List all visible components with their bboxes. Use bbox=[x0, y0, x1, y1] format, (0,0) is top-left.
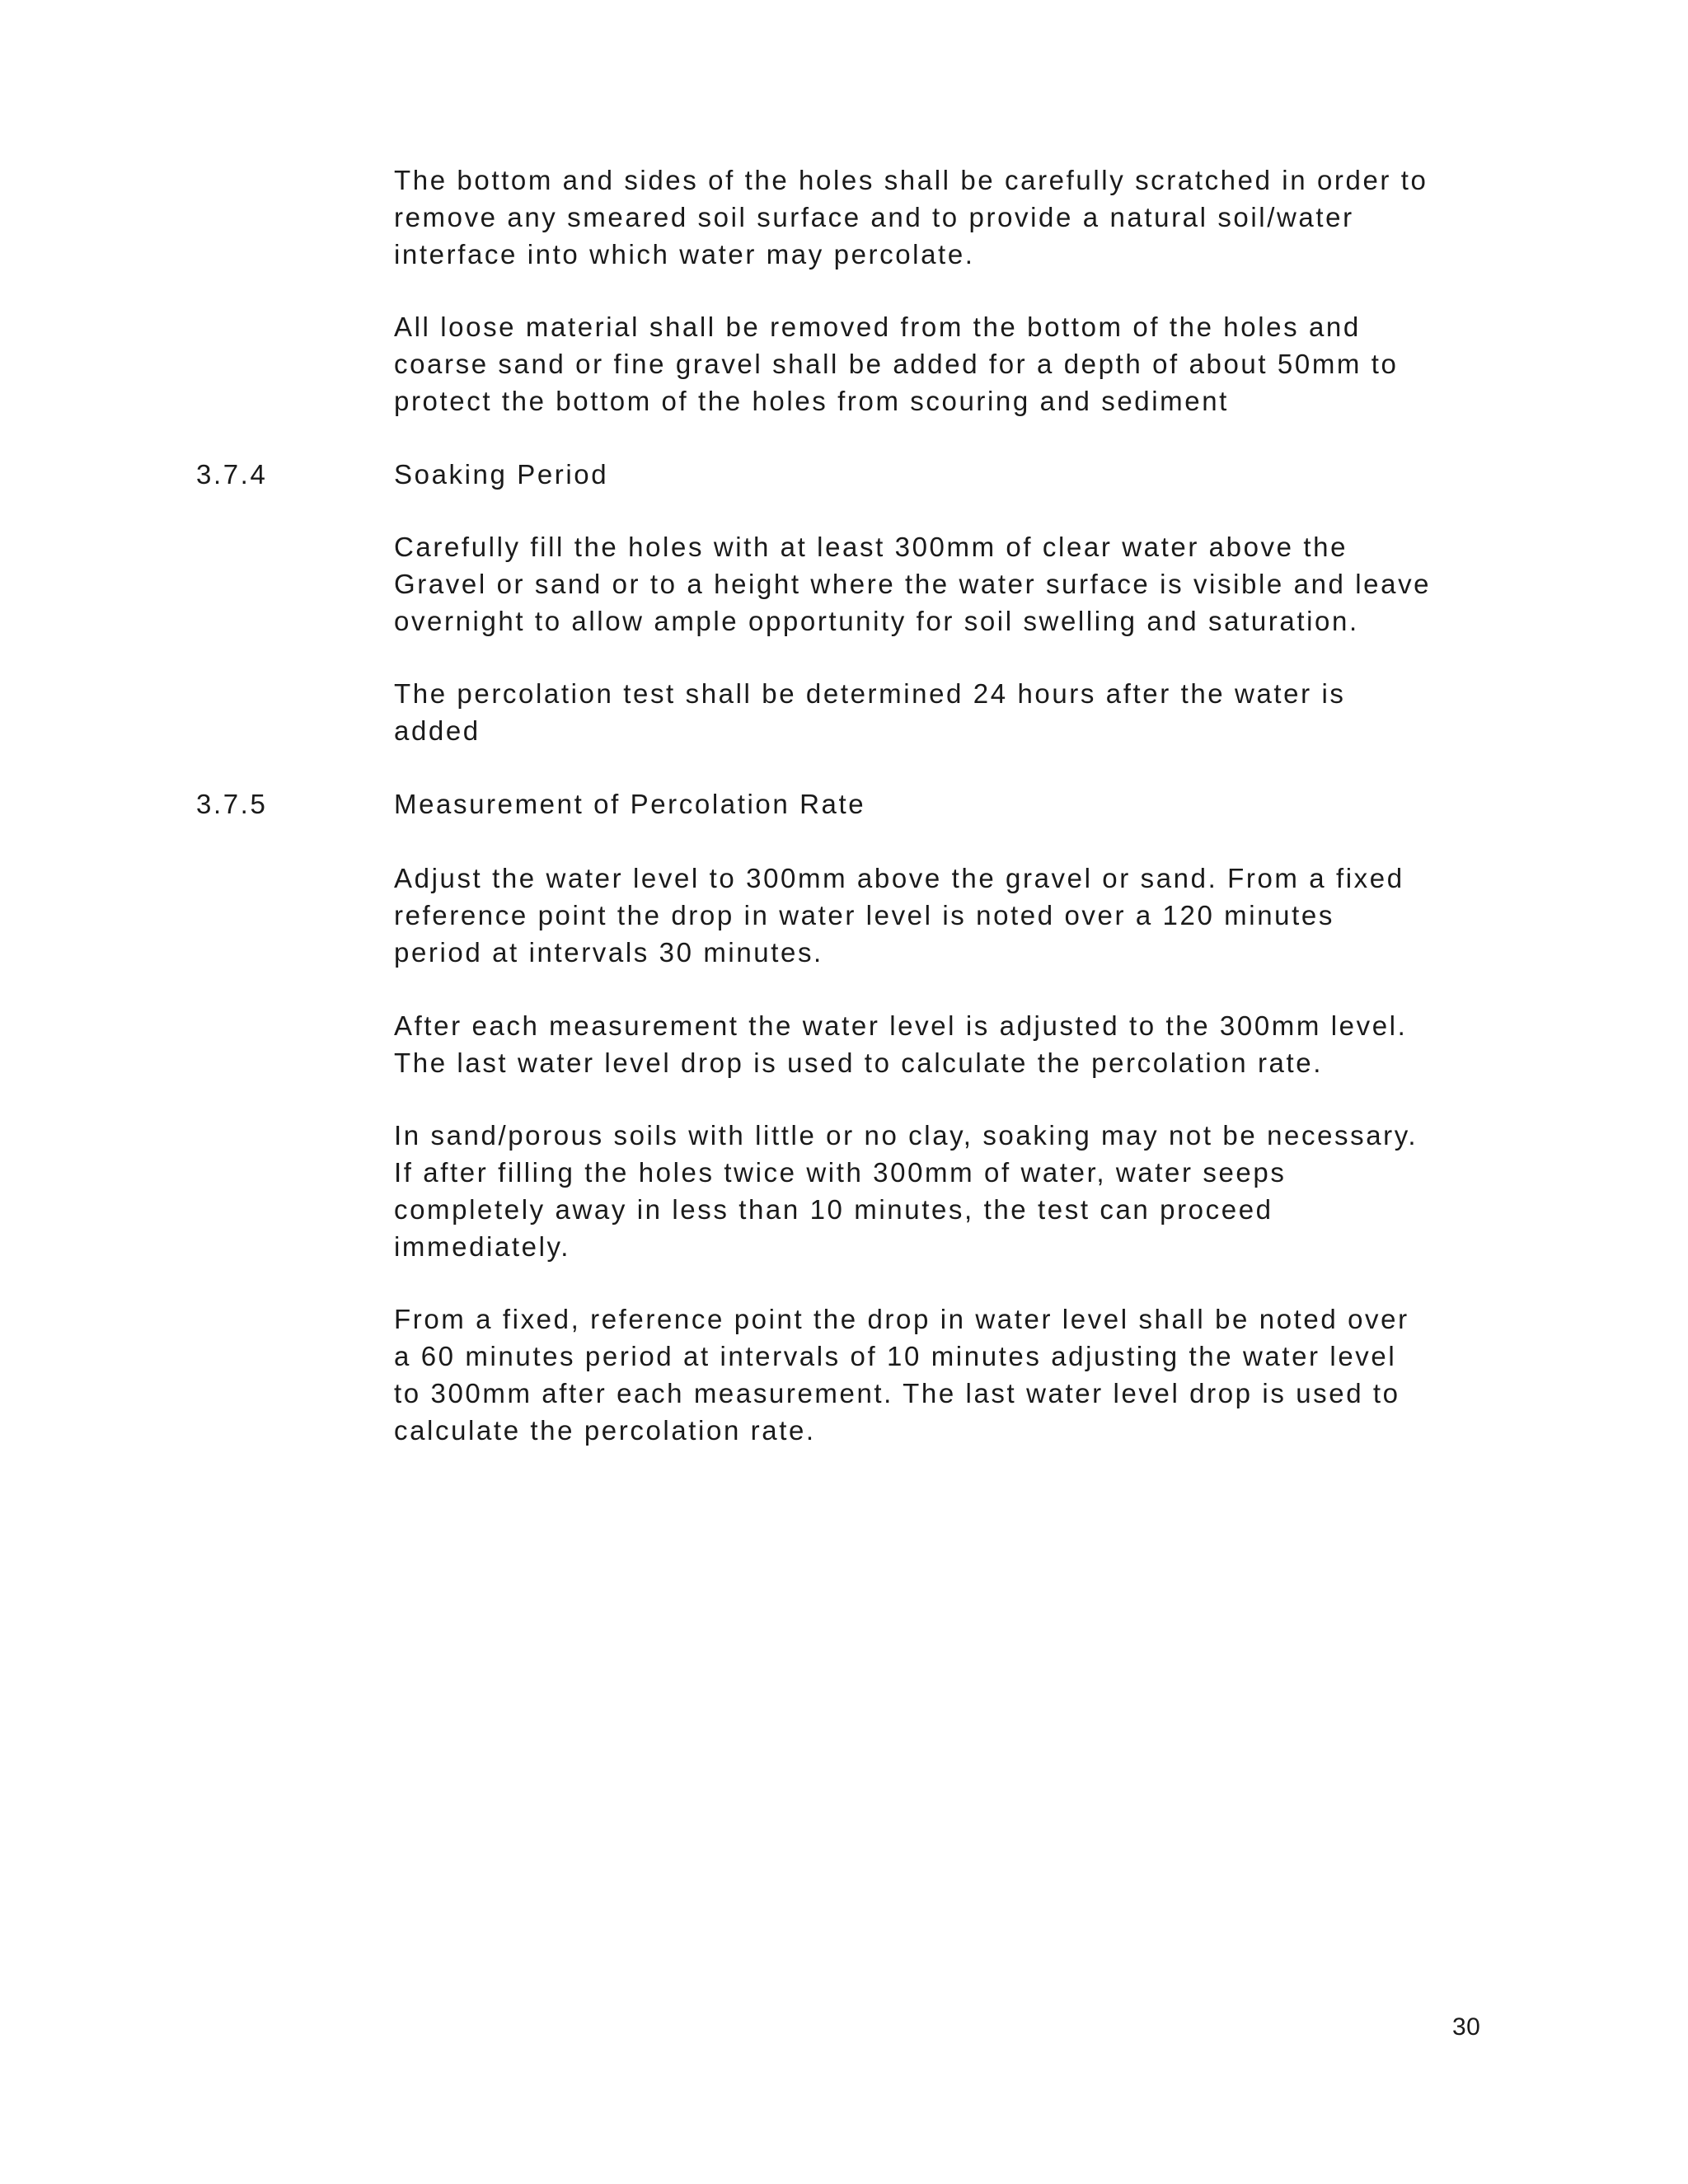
text-line: completely away in less than 10 minutes, the test can proceed bbox=[394, 1194, 1273, 1225]
paragraph-loose-material bbox=[394, 308, 1490, 419]
text-line: added bbox=[394, 715, 481, 746]
text-line: immediately. bbox=[394, 1231, 570, 1262]
text-line: The percolation test shall be determined 24 hours after the water is bbox=[394, 678, 1346, 709]
text-line: period at intervals 30 minutes. bbox=[394, 937, 823, 968]
text-line: remove any smeared soil surface and to provide a natural soil/water bbox=[394, 202, 1354, 232]
text-line: Carefully fill the holes with at least 300mm of clear water above the bbox=[394, 532, 1348, 562]
section-title-measurement-of-percolation-rate: Measurement of Percolation Rate bbox=[394, 789, 866, 819]
text-line: a 60 minutes period at intervals of 10 minutes adjusting the water level bbox=[394, 1341, 1397, 1371]
text-line: The bottom and sides of the holes shall be carefully scratched in order to bbox=[394, 165, 1428, 195]
text-line: coarse sand or fine gravel shall be added for a depth of about 50mm to bbox=[394, 349, 1399, 379]
text-line: The last water level drop is used to calculate the percolation rate. bbox=[394, 1047, 1323, 1078]
text-line: All loose material shall be removed from the bottom of the holes and bbox=[394, 312, 1361, 342]
paragraph-sand-porous-soils bbox=[394, 1117, 1490, 1265]
paragraph-scratching-holes bbox=[394, 162, 1490, 273]
paragraph-adjust-water-level bbox=[394, 860, 1490, 971]
text-line: calculate the percolation rate. bbox=[394, 1415, 816, 1446]
text-line: If after filling the holes twice with 300mm of water, water seeps bbox=[394, 1157, 1287, 1188]
text-line: After each measurement the water level is adjusted to the 300mm level. bbox=[394, 1010, 1408, 1041]
text-line: protect the bottom of the holes from scouring and sediment bbox=[394, 386, 1229, 416]
section-number-3-7-4: 3.7.4 bbox=[196, 459, 268, 490]
text-line: From a fixed, reference point the drop in water level shall be noted over bbox=[394, 1304, 1409, 1334]
section-title-soaking-period: Soaking Period bbox=[394, 459, 609, 490]
paragraph-fixed-reference-point bbox=[394, 1301, 1490, 1449]
text-line: to 300mm after each measurement. The last water level drop is used to bbox=[394, 1378, 1400, 1408]
page-number: 30 bbox=[1452, 2013, 1481, 2041]
section-number-3-7-5: 3.7.5 bbox=[196, 789, 268, 819]
paragraph-test-timing bbox=[394, 675, 1490, 749]
text-line: Gravel or sand or to a height where the water surface is visible and leave bbox=[394, 569, 1432, 599]
text-line: overnight to allow ample opportunity for soil swelling and saturation. bbox=[394, 606, 1359, 636]
text-line: reference point the drop in water level is noted over a 120 minutes bbox=[394, 900, 1334, 930]
text-line: interface into which water may percolate. bbox=[394, 239, 975, 269]
text-line: In sand/porous soils with little or no clay, soaking may not be necessary. bbox=[394, 1120, 1418, 1151]
paragraph-fill-holes bbox=[394, 528, 1490, 640]
paragraph-after-measurement bbox=[394, 1007, 1490, 1081]
text-line: Adjust the water level to 300mm above the gravel or sand. From a fixed bbox=[394, 863, 1404, 893]
